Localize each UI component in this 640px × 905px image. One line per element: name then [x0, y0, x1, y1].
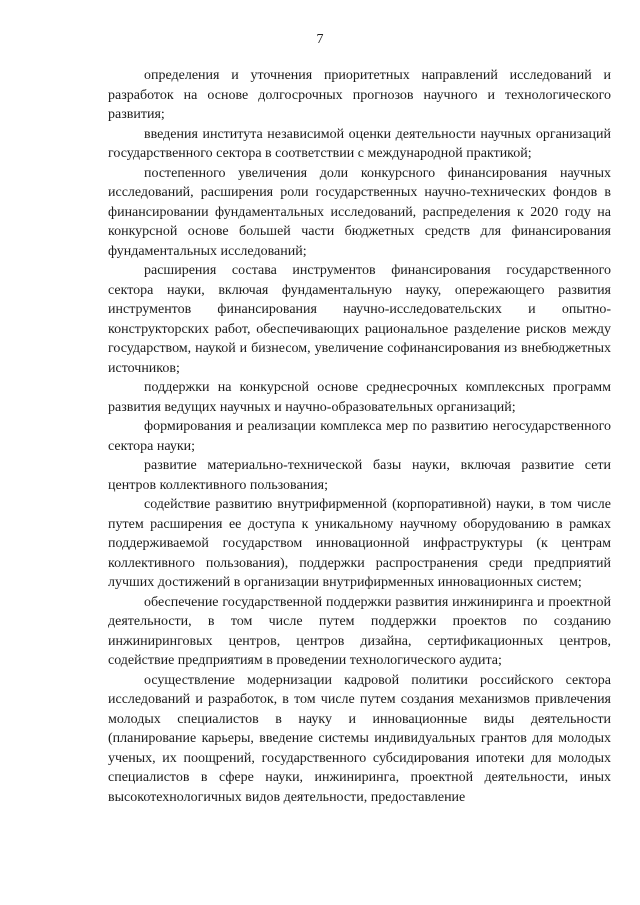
paragraph: формирования и реализации комплекса мер по развитию негосударственного сектора науки; — [108, 419, 611, 454]
paragraph: введения института независимой оценки деятельности научных организаций государственного сектора в соответствии с международной практикой; — [108, 126, 611, 161]
paragraph: постепенного увеличения доли конкурсного финансирования научных исследований, расширения роли государственных научно-технических фондов в финансировании фундаментальных исследований, распределения к 2020 году на конкурсной основе большей части бюджетных средств для финансирования фундаментальных исследований; — [108, 165, 611, 259]
paragraph: развитие материально-технической базы науки, включая развитие сети центров коллективного пользования; — [108, 458, 611, 493]
paragraph: обеспечение государственной поддержки развития инжиниринга и проектной деятельности, в том числе путем поддержки проектов по созданию инжиниринговых центров, центров дизайна, сертификационных центров, содействие предприятиям в проведении технологического аудита; — [108, 594, 611, 668]
document-body — [108, 66, 611, 807]
paragraph: определения и уточнения приоритетных направлений исследований и разработок на основе долгосрочных прогнозов научного и технологического развития; — [108, 68, 611, 122]
paragraph: поддержки на конкурсной основе среднесрочных комплексных программ развития ведущих научных и научно-образовательных организаций; — [108, 380, 611, 415]
paragraph: содействие развитию внутрифирменной (корпоративной) науки, в том числе путем расширения ее доступа к уникальному научному оборудованию в рамках поддерживаемой государством инновационной инфраструктуры (к центрам коллективного пользования), поддержки распространения среди предприятий лучших достижений в организации внутрифирменных инновационных систем; — [108, 497, 611, 590]
paragraph: расширения состава инструментов финансирования государственного сектора науки, включая фундаментальную науку, опережающего развития инструментов финансирования научно-исследовательских и опытно-конструкторских работ, обеспечивающих рациональное разделение рисков между государством, наукой и бизнесом, увеличение софинансирования из внебюджетных источников; — [108, 263, 611, 376]
page-number: 7 — [316, 32, 324, 47]
paragraph: осуществление модернизации кадровой политики российского сектора исследований и разработок, в том числе путем создания механизмов привлечения молодых специалистов в науку и инновационные виды деятельности (планирование карьеры, введение системы индивидуальных грантов для молодых ученых, их поощрений, государственного субсидирования ипотеки для молодых специалистов в сфере науки, инжиниринга, проектной деятельности, иных высокотехнологичных видов деятельности, предоставление — [108, 672, 611, 805]
